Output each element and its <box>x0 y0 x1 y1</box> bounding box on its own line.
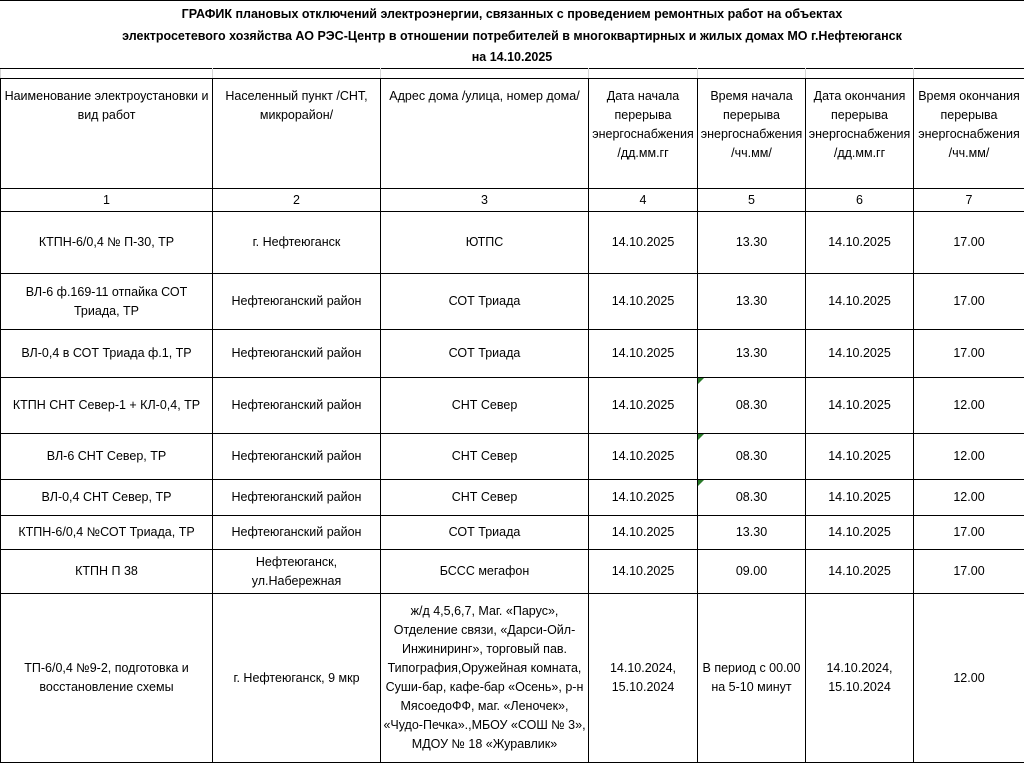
column-header-start-date: Дата начала перерыва энергоснабжения /дд.мм.гг <box>589 79 698 189</box>
end-date-cell: 14.10.2025 <box>806 212 914 274</box>
column-header-start-time: Время начала перерыва энергоснабжения /чч.мм/ <box>698 79 806 189</box>
start-date-cell: 14.10.2024, 15.10.2024 <box>589 594 698 763</box>
locality-cell: Нефтеюганск, ул.Набережная <box>213 550 381 594</box>
address-cell: СНТ Север <box>381 434 589 480</box>
column-header-end-date: Дата окончания перерыва энергоснабжения /дд.мм.гг <box>806 79 914 189</box>
end-time-cell: 17.00 <box>914 330 1024 378</box>
address-cell: ж/д 4,5,6,7, Маг. «Парус», Отделение связи, «Дарси-Ойл-Инжиниринг», торговый пав. Типография,Оружейная комната, Суши-бар, кафе-бар «Осень», р-н МясоедоФФ, маг. «Леночек», «Чудо-Печка».,МБОУ «СОШ № 3», МДОУ № 18 «Журавлик» <box>381 594 589 763</box>
installation-cell: КТПН-6/0,4 № П-30, ТР <box>1 212 213 274</box>
column-number: 6 <box>806 189 914 212</box>
start-time-cell: 08.30 <box>698 378 806 434</box>
locality-cell: Нефтеюганский район <box>213 480 381 516</box>
locality-cell: Нефтеюганский район <box>213 434 381 480</box>
table-row <box>1 274 1024 330</box>
end-date-cell: 14.10.2025 <box>806 274 914 330</box>
address-cell: ЮТПС <box>381 212 589 274</box>
column-header-installation: Наименование электроустановки и вид работ <box>1 79 213 189</box>
end-date-cell: 14.10.2025 <box>806 516 914 550</box>
end-time-cell: 12.00 <box>914 594 1024 763</box>
locality-cell: Нефтеюганский район <box>213 516 381 550</box>
document-title <box>0 0 1024 69</box>
end-date-cell: 14.10.2024, 15.10.2024 <box>806 594 914 763</box>
start-time-cell: 13.30 <box>698 516 806 550</box>
table-row <box>1 550 1024 594</box>
table-row <box>1 434 1024 480</box>
end-time-cell: 12.00 <box>914 480 1024 516</box>
start-date-cell: 14.10.2025 <box>589 480 698 516</box>
address-cell: БСCC мегафон <box>381 550 589 594</box>
address-cell: СОТ Триада <box>381 274 589 330</box>
start-time-cell: 13.30 <box>698 330 806 378</box>
table-row <box>1 516 1024 550</box>
column-number: 1 <box>1 189 213 212</box>
outage-schedule-table <box>0 68 1024 763</box>
column-number: 2 <box>213 189 381 212</box>
spacer-row <box>1 69 1024 79</box>
column-header-end-time: Время окончания перерыва энергоснабжения /чч.мм/ <box>914 79 1024 189</box>
start-date-cell: 14.10.2025 <box>589 434 698 480</box>
start-time-cell: 08.30 <box>698 434 806 480</box>
start-date-cell: 14.10.2025 <box>589 516 698 550</box>
locality-cell: Нефтеюганский район <box>213 330 381 378</box>
start-time-cell: 13.30 <box>698 212 806 274</box>
column-header-address: Адрес дома /улица, номер дома/ <box>381 79 589 189</box>
installation-cell: ВЛ-0,4 в СОТ Триада ф.1, ТР <box>1 330 213 378</box>
table-row <box>1 330 1024 378</box>
column-number: 3 <box>381 189 589 212</box>
installation-cell: ТП-6/0,4 №9-2, подготовка и восстановление схемы <box>1 594 213 763</box>
title-date-line: на 14.10.2025 <box>0 47 1024 67</box>
start-time-cell: 13.30 <box>698 274 806 330</box>
table-row <box>1 480 1024 516</box>
start-date-cell: 14.10.2025 <box>589 274 698 330</box>
address-cell: СОТ Триада <box>381 516 589 550</box>
address-cell: СНТ Север <box>381 480 589 516</box>
title-line-2: электросетевого хозяйства АО РЭС-Центр в отношении потребителей в многоквартирных и жилых домах МО г.Нефтеюганск <box>0 26 1024 46</box>
start-date-cell: 14.10.2025 <box>589 550 698 594</box>
end-date-cell: 14.10.2025 <box>806 480 914 516</box>
installation-cell: КТПН-6/0,4 №СОТ Триада, ТР <box>1 516 213 550</box>
end-time-cell: 12.00 <box>914 434 1024 480</box>
end-date-cell: 14.10.2025 <box>806 550 914 594</box>
column-number-row <box>1 189 1024 212</box>
end-date-cell: 14.10.2025 <box>806 434 914 480</box>
start-time-cell: 08.30 <box>698 480 806 516</box>
locality-cell: г. Нефтеюганск, 9 мкр <box>213 594 381 763</box>
locality-cell: Нефтеюганский район <box>213 274 381 330</box>
end-time-cell: 17.00 <box>914 274 1024 330</box>
column-number: 4 <box>589 189 698 212</box>
installation-cell: КТПН П 38 <box>1 550 213 594</box>
locality-cell: Нефтеюганский район <box>213 378 381 434</box>
installation-cell: ВЛ-0,4 СНТ Север, ТР <box>1 480 213 516</box>
start-date-cell: 14.10.2025 <box>589 330 698 378</box>
table-row <box>1 594 1024 763</box>
start-time-cell: В период с 00.00 на 5-10 минут <box>698 594 806 763</box>
start-time-cell: 09.00 <box>698 550 806 594</box>
address-cell: СОТ Триада <box>381 330 589 378</box>
installation-cell: ВЛ-6 СНТ Север, ТР <box>1 434 213 480</box>
header-row <box>1 79 1024 189</box>
end-time-cell: 12.00 <box>914 378 1024 434</box>
column-number: 7 <box>914 189 1024 212</box>
end-time-cell: 17.00 <box>914 550 1024 594</box>
installation-cell: КТПН СНТ Север-1 + КЛ-0,4, ТР <box>1 378 213 434</box>
end-date-cell: 14.10.2025 <box>806 330 914 378</box>
installation-cell: ВЛ-6 ф.169-11 отпайка СОТ Триада, ТР <box>1 274 213 330</box>
address-cell: СНТ Север <box>381 378 589 434</box>
end-date-cell: 14.10.2025 <box>806 378 914 434</box>
column-header-locality: Населенный пункт /СНТ, микрорайон/ <box>213 79 381 189</box>
table-row <box>1 212 1024 274</box>
title-line-1: ГРАФИК плановых отключений электроэнергии, связанных с проведением ремонтных работ на объектах <box>0 4 1024 24</box>
start-date-cell: 14.10.2025 <box>589 212 698 274</box>
end-time-cell: 17.00 <box>914 516 1024 550</box>
end-time-cell: 17.00 <box>914 212 1024 274</box>
column-number: 5 <box>698 189 806 212</box>
locality-cell: г. Нефтеюганск <box>213 212 381 274</box>
table-row <box>1 378 1024 434</box>
start-date-cell: 14.10.2025 <box>589 378 698 434</box>
